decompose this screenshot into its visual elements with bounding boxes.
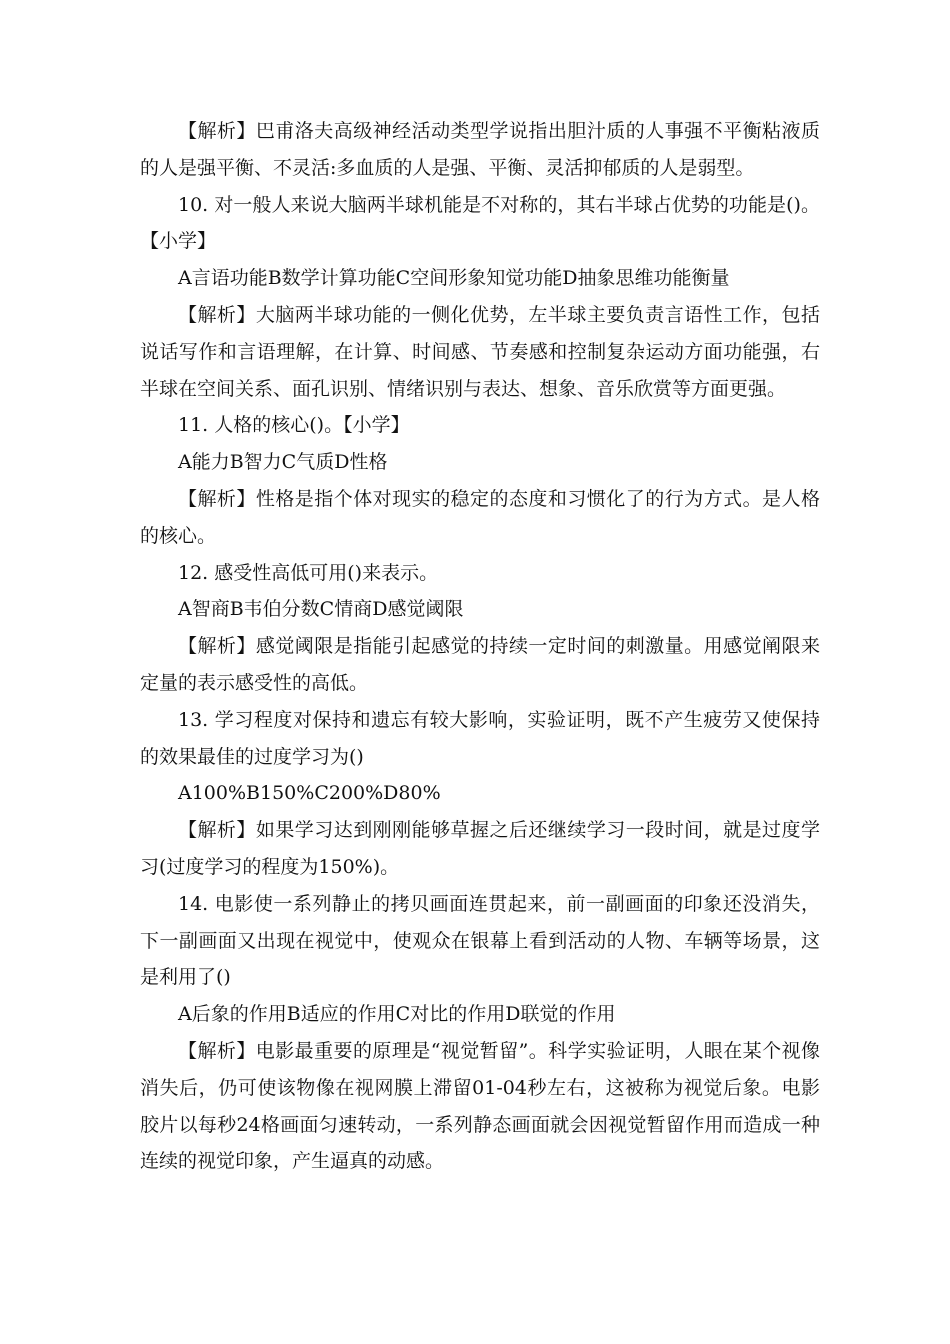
question-10: 10. 对一般人来说大脑两半球机能是不对称的，其右半球占优势的功能是()。【小学】 xyxy=(140,193,820,253)
options-11: A能力B智力C气质D性格 xyxy=(178,451,388,474)
analysis-9: 【解析】巴甫洛夫高级神经活动类型学说指出胆汁质的人事强不平衡粘液质的人是强平衡、不灵活:多血质的人是强、平衡、灵活抑郁质的人是弱型。 xyxy=(140,120,820,179)
analysis-12: 【解析】感觉阈限是指能引起感觉的持续一定时间的刺激量。用感觉阐限来定量的表示感受性的高低。 xyxy=(140,635,820,694)
question-12: 12. 感受性高低可用()来表示。 xyxy=(178,561,439,584)
question-13: 13. 学习程度对保持和遗忘有较大影响，实验证明，既不产生疲劳又使保持的效果最佳的过度学习为() xyxy=(140,708,820,768)
options-14: A后象的作用B适应的作用C对比的作用D联觉的作用 xyxy=(178,1003,616,1026)
analysis-13: 【解析】如果学习达到刚刚能够草握之后还继续学习一段时间，就是过度学习(过度学习的程度为150%)。 xyxy=(140,819,820,878)
question-11: 11. 人格的核心()。【小学】 xyxy=(178,414,410,437)
options-13: A100%B150%C200%D80% xyxy=(178,782,441,805)
question-14: 14. 电影使一系列静止的拷贝画面连贯起来，前一副画面的印象还没消失，下一副画面又出现在视觉中，使观众在银幕上看到活动的人物、车辆等场景，这是利用了() xyxy=(140,892,820,989)
analysis-10: 【解析】大脑两半球功能的一侧化优势，左半球主要负责言语性工作，包括说话写作和言语理解，在计算、时间感、节奏感和控制复杂运动方面功能强，右半球在空间关系、面孔识别、情绪识别与表达、想象、音乐欣赏等方面更强。 xyxy=(140,303,820,400)
options-12: A智商B韦伯分数C情商D感觉阈限 xyxy=(178,598,464,621)
analysis-14: 【解析】电影最重要的原理是“视觉暂留”。科学实验证明，人眼在某个视像消失后，仍可使该物像在视网膜上滞留01-04秒左右，这被称为视觉后象。电影胶片以每秒24格画面匀速转动，一系列静态画面就会因视觉暂留作用而造成一种连续的视觉印象，产生逼真的动感。 xyxy=(140,1039,820,1173)
options-10: A言语功能B数学计算功能C空间形象知觉功能D抽象思维功能衡量 xyxy=(178,267,730,290)
analysis-11: 【解析】性格是指个体对现实的稳定的态度和习惯化了的行为方式。是人格的核心。 xyxy=(140,487,820,547)
